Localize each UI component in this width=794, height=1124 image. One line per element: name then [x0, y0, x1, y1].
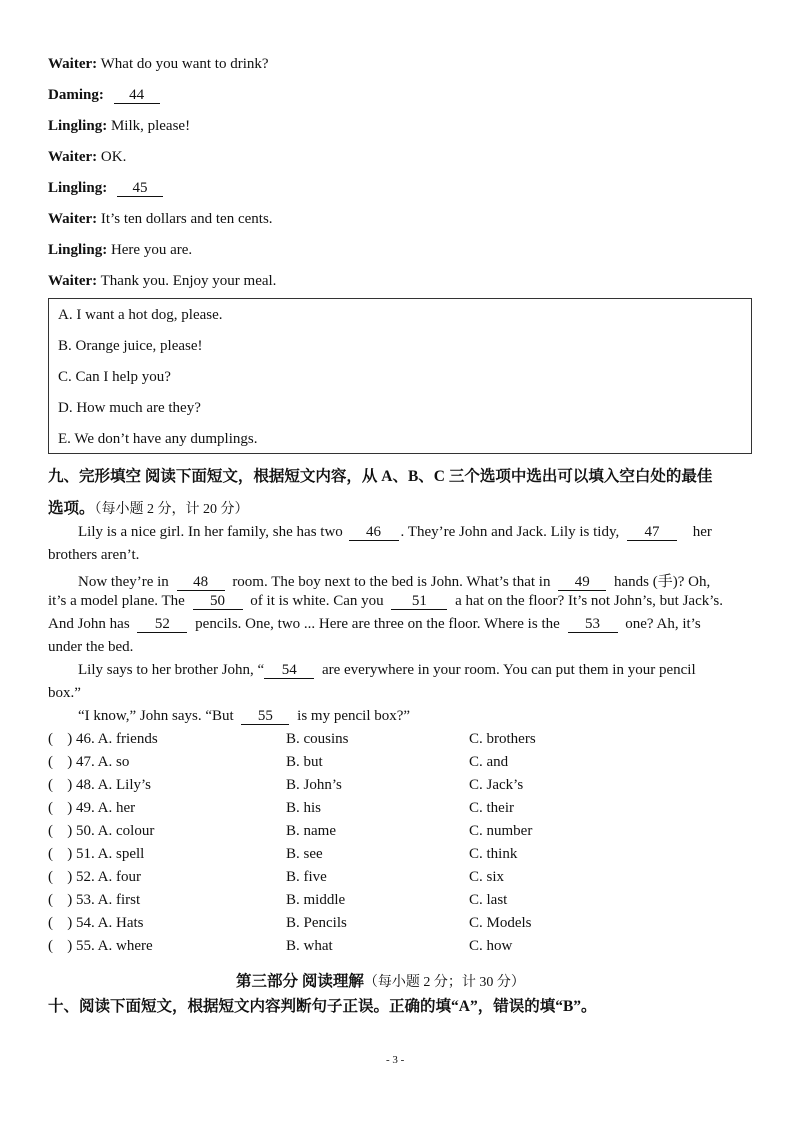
question-choice-b: B. but — [286, 754, 323, 770]
passage-text: Lily says to her brother John, “ — [78, 662, 265, 678]
passage-line-1 — [78, 524, 712, 541]
dialogue-text: Milk, please! — [110, 118, 191, 134]
question-choice-a: ) 49. A. her — [56, 800, 136, 816]
speaker: Daming: — [48, 87, 104, 103]
part-3-note: （每小题 2 分；计 30 分） — [363, 975, 525, 990]
passage-line-6: under the bed. — [48, 639, 134, 655]
question-choice-a: ) 54. A. Hats — [56, 915, 144, 931]
passage-text: Lily is a nice girl. In her family, she has two — [78, 524, 343, 540]
section-9-note: （每小题 2 分，计 20 分） — [94, 502, 249, 517]
question-choice-c: C. brothers — [469, 731, 536, 747]
question-46 — [48, 731, 748, 751]
blank-54[interactable]: 54 — [264, 663, 314, 679]
option-b: B. Orange juice, please! — [58, 338, 203, 354]
option-a: A. I want a hot dog, please. — [58, 307, 223, 323]
passage-line-9 — [78, 708, 410, 725]
blank-47[interactable]: 47 — [627, 525, 677, 541]
passage-line-3 — [78, 570, 710, 591]
question-choice-a: ) 48. A. Lily’s — [56, 777, 152, 793]
question-choice-a: ) 46. A. friends — [56, 731, 158, 747]
passage-line-7 — [78, 662, 696, 679]
question-choice-b: B. his — [286, 800, 322, 816]
option-c: C. Can I help you? — [58, 369, 171, 385]
dialogue-line-1 — [48, 56, 269, 73]
answer-paren[interactable]: ( — [48, 800, 53, 816]
blank-44[interactable]: 44 — [114, 88, 160, 104]
dialogue-line-7 — [48, 242, 192, 259]
blank-49[interactable]: 49 — [558, 575, 606, 591]
question-choice-c: C. number — [469, 823, 533, 839]
blank-53[interactable]: 53 — [568, 617, 618, 633]
passage-text: one? Ah, it’s — [625, 616, 701, 632]
question-52 — [48, 869, 748, 889]
option-e: E. We don’t have any dumplings. — [58, 431, 258, 447]
section-10-title: 十、阅读下面短文，根据短文内容判断句子正误。正确的填“A”，错误的填“B”。 — [48, 998, 597, 1015]
question-choice-a: ) 53. A. first — [56, 892, 141, 908]
blank-52[interactable]: 52 — [137, 617, 187, 633]
dialogue-text: It’s ten dollars and ten cents. — [100, 211, 273, 227]
question-49 — [48, 800, 748, 820]
dialogue-text: Thank you. Enjoy your meal. — [100, 273, 277, 289]
answer-paren[interactable]: ( — [48, 938, 53, 954]
question-choice-a: ) 52. A. four — [56, 869, 141, 885]
dialogue-text: What do you want to drink? — [100, 56, 269, 72]
section-9-title-bold: 选项。 — [48, 500, 95, 517]
question-54 — [48, 915, 748, 935]
dialogue-line-3 — [48, 118, 190, 135]
answer-paren[interactable]: ( — [48, 846, 53, 862]
question-choice-c: C. and — [469, 754, 509, 770]
question-choice-c: C. their — [469, 800, 514, 816]
answer-paren[interactable]: ( — [48, 823, 53, 839]
question-choice-b: B. what — [286, 938, 333, 954]
answer-paren[interactable]: ( — [48, 869, 53, 885]
dialogue-line-5 — [48, 180, 163, 197]
passage-text: Now they’re in — [78, 574, 169, 590]
part-3-title — [236, 969, 525, 991]
section-9-title: 九、完形填空 阅读下面短文，根据短文内容，从 A、B、C 三个选项中选出可以填入空白处的最佳 — [48, 468, 713, 485]
option-d: D. How much are they? — [58, 400, 201, 416]
question-choice-b: B. name — [286, 823, 336, 839]
passage-text: And John has — [48, 616, 130, 632]
question-55 — [48, 938, 748, 958]
question-choice-c: C. how — [469, 938, 513, 954]
blank-55[interactable]: 55 — [241, 709, 289, 725]
question-choice-a: ) 50. A. colour — [56, 823, 155, 839]
dialogue-line-4 — [48, 149, 126, 166]
question-51 — [48, 846, 748, 866]
question-choice-a: ) 47. A. so — [56, 754, 130, 770]
passage-text: it’s a model plane. The — [48, 593, 185, 609]
blank-48[interactable]: 48 — [177, 575, 225, 591]
passage-text: hands (手)? Oh, — [613, 574, 711, 590]
question-choice-b: B. see — [286, 846, 323, 862]
passage-line-4 — [48, 593, 723, 610]
question-48 — [48, 777, 748, 797]
passage-text: a hat on the floor? It’s not John’s, but Jack’s. — [455, 593, 723, 609]
question-53 — [48, 892, 748, 912]
passage-text: . They’re John and Jack. Lily is tidy, — [400, 524, 620, 540]
answer-paren[interactable]: ( — [48, 892, 53, 908]
blank-45[interactable]: 45 — [117, 181, 163, 197]
passage-line-2: brothers aren’t. — [48, 547, 140, 563]
question-47 — [48, 754, 748, 774]
speaker: Lingling: — [48, 118, 108, 134]
passage-text: “I know,” John says. “But — [78, 708, 234, 724]
question-choice-c: C. Jack’s — [469, 777, 524, 793]
question-choice-b: B. five — [286, 869, 327, 885]
passage-text: are everywhere in your room. You can put them in your pencil — [321, 662, 696, 678]
speaker: Waiter: — [48, 273, 98, 289]
blank-50[interactable]: 50 — [193, 594, 243, 610]
question-50 — [48, 823, 748, 843]
passage-line-5 — [48, 616, 701, 633]
passage-text: pencils. One, two ... Here are three on the floor. Where is the — [195, 616, 560, 632]
question-choice-c: C. six — [469, 869, 505, 885]
answer-paren[interactable]: ( — [48, 777, 53, 793]
section-9-title-line2 — [48, 496, 249, 518]
speaker: Waiter: — [48, 149, 98, 165]
question-choice-b: B. Pencils — [286, 915, 347, 931]
question-choice-a: ) 51. A. spell — [56, 846, 145, 862]
question-choice-b: B. middle — [286, 892, 346, 908]
answer-paren[interactable]: ( — [48, 731, 53, 747]
page-number: - 3 - — [386, 1054, 405, 1066]
blank-46[interactable]: 46 — [349, 525, 399, 541]
question-choice-a: ) 55. A. where — [56, 938, 153, 954]
speaker: Waiter: — [48, 56, 98, 72]
speaker: Waiter: — [48, 211, 98, 227]
question-choice-b: B. John’s — [286, 777, 342, 793]
dialogue-line-6 — [48, 211, 273, 228]
answer-paren[interactable]: ( — [48, 754, 53, 770]
blank-51[interactable]: 51 — [391, 594, 447, 610]
passage-text: room. The boy next to the bed is John. What’s that in — [232, 574, 551, 590]
speaker: Lingling: — [48, 180, 108, 196]
part-3-title-bold: 第三部分 阅读理解 — [236, 973, 364, 990]
question-choice-c: C. last — [469, 892, 508, 908]
question-choice-c: C. think — [469, 846, 518, 862]
passage-text: is my pencil box?” — [297, 708, 411, 724]
answer-paren[interactable]: ( — [48, 915, 53, 931]
dialogue-text: OK. — [100, 149, 127, 165]
passage-text: her — [692, 524, 712, 540]
question-choice-c: C. Models — [469, 915, 532, 931]
dialogue-line-8 — [48, 273, 276, 290]
passage-text: of it is white. Can you — [250, 593, 384, 609]
dialogue-line-2 — [48, 87, 160, 104]
dialogue-text: Here you are. — [110, 242, 193, 258]
question-choice-b: B. cousins — [286, 731, 349, 747]
speaker: Lingling: — [48, 242, 108, 258]
passage-line-8: box.” — [48, 685, 81, 701]
